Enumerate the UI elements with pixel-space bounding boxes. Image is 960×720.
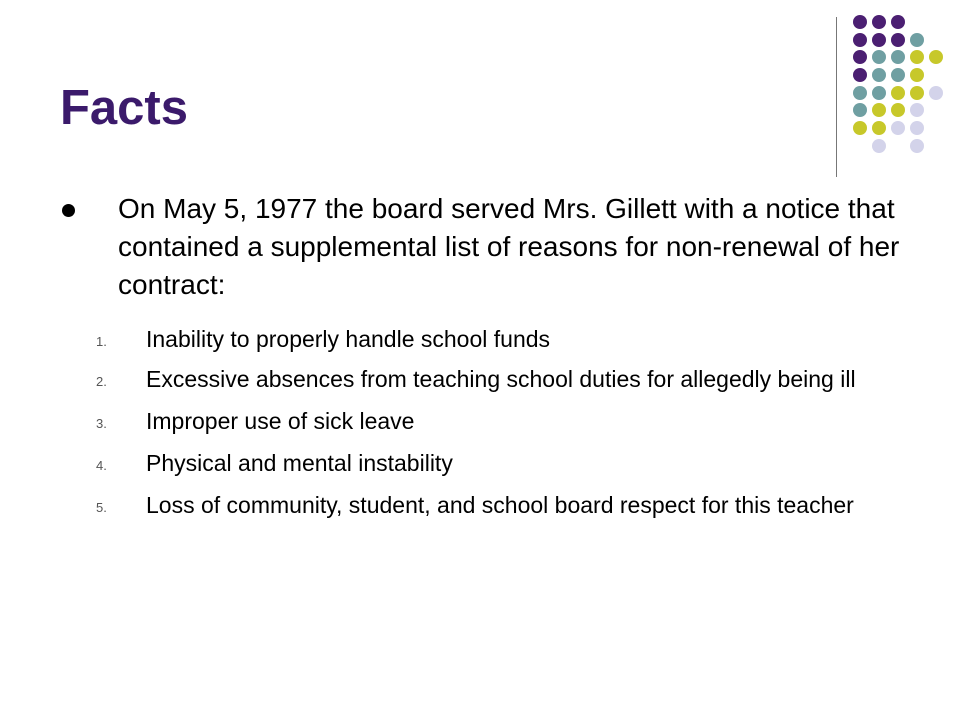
list-item — [60, 406, 900, 436]
decor-dot — [853, 50, 867, 64]
title-divider — [836, 17, 837, 177]
decor-dot — [910, 33, 924, 47]
list-item-text: Loss of community, student, and school board respect for this teacher — [146, 492, 854, 518]
decor-dot — [891, 15, 905, 29]
list-item — [60, 324, 900, 354]
decor-dot — [872, 86, 886, 100]
list-item — [60, 448, 900, 478]
bullet-marker-icon — [62, 204, 75, 217]
list-item-text: Excessive absences from teaching school duties for allegedly being ill — [146, 366, 856, 392]
decor-dot — [872, 68, 886, 82]
decor-dot — [910, 103, 924, 117]
list-item — [60, 490, 900, 520]
decor-dot — [929, 86, 943, 100]
main-bullet-text: On May 5, 1977 the board served Mrs. Gillett with a notice that contained a supplemental list of reasons for non-renewal of her contract: — [118, 193, 900, 300]
decor-dot — [891, 86, 905, 100]
decor-dot — [929, 50, 943, 64]
list-item-number: 4. — [96, 458, 107, 473]
list-item-text: Inability to properly handle school funds — [146, 326, 551, 352]
decor-dot — [853, 121, 867, 135]
list-item-number: 5. — [96, 500, 107, 515]
decor-dot — [853, 68, 867, 82]
list-item-number: 1. — [96, 334, 107, 349]
decor-dot — [872, 15, 886, 29]
decor-dot — [891, 33, 905, 47]
slide-title: Facts — [60, 81, 189, 135]
decor-dot — [910, 86, 924, 100]
decor-dot — [872, 50, 886, 64]
decor-dot — [891, 121, 905, 135]
list-item-text: Physical and mental instability — [146, 450, 453, 476]
decor-dot — [853, 103, 867, 117]
decor-dot — [853, 86, 867, 100]
list-item-text: Improper use of sick leave — [146, 408, 415, 434]
list-item — [60, 364, 900, 394]
decor-dot — [853, 15, 867, 29]
decor-dot — [891, 50, 905, 64]
reasons-list — [60, 324, 900, 520]
list-item-number: 3. — [96, 416, 107, 431]
decor-dot — [910, 139, 924, 153]
decor-dot — [910, 121, 924, 135]
main-bullet — [60, 190, 900, 304]
content-area — [60, 190, 900, 520]
decor-dot — [910, 50, 924, 64]
list-item-number: 2. — [96, 374, 107, 389]
decor-dot — [891, 103, 905, 117]
decor-dot — [910, 68, 924, 82]
decor-dot — [872, 103, 886, 117]
decor-dot — [872, 33, 886, 47]
decor-dot — [853, 33, 867, 47]
decor-dot — [872, 139, 886, 153]
decor-dot — [891, 68, 905, 82]
decor-dot — [872, 121, 886, 135]
